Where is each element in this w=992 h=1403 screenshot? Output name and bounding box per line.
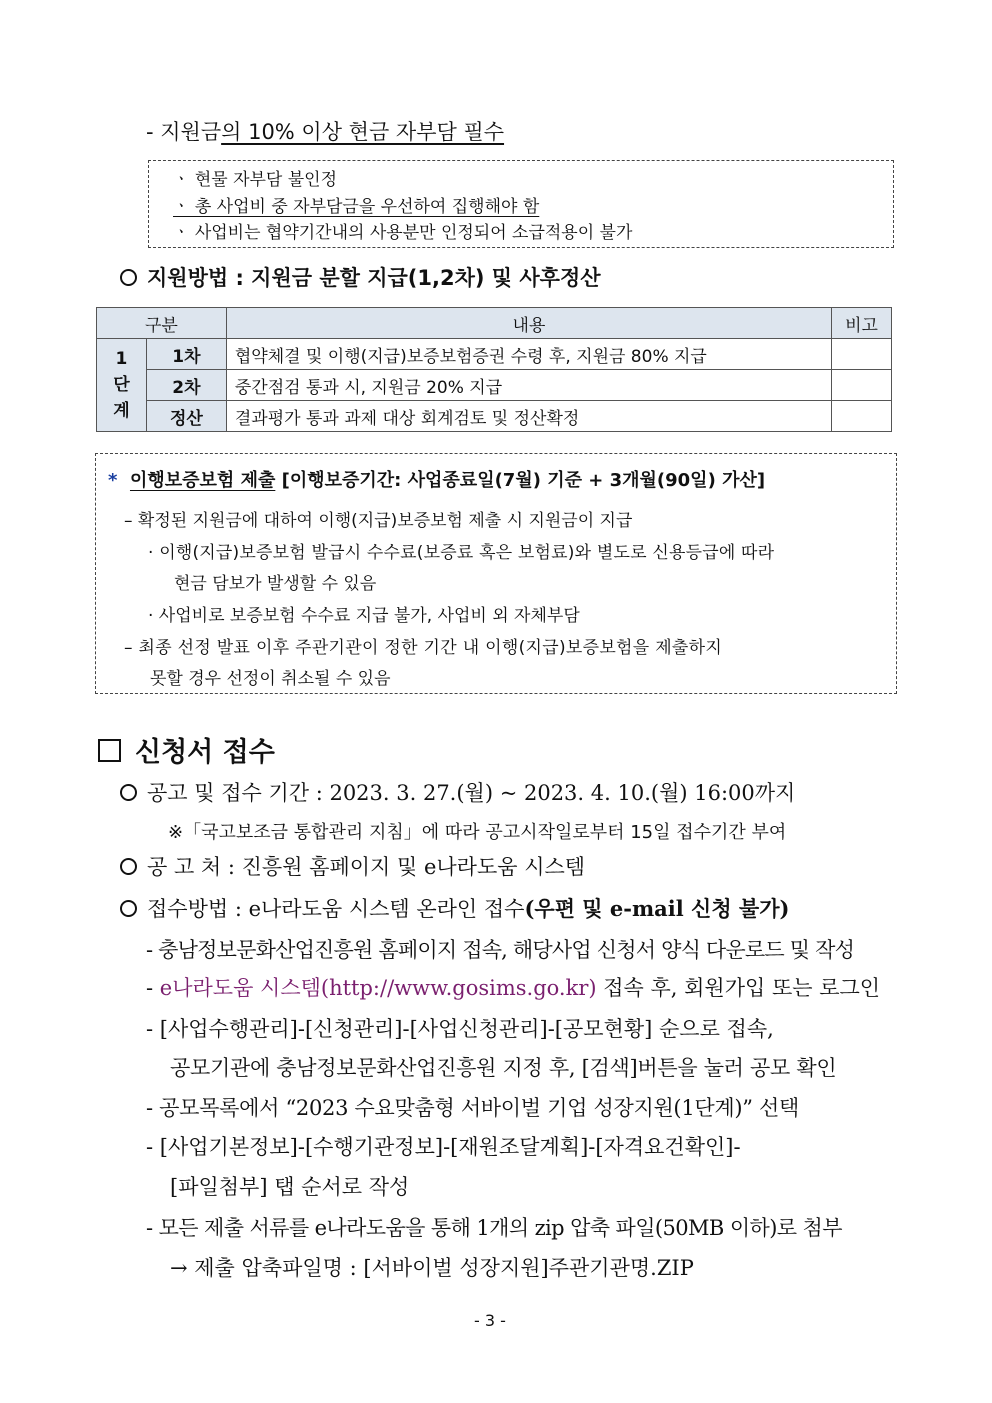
row-label: 정산 [146, 401, 226, 432]
system-link[interactable]: e나라도움 시스템(http://www.gosims.go.kr) [159, 976, 597, 1000]
circle-bullet-icon [120, 858, 137, 875]
guarantee-insurance-box [95, 453, 897, 694]
step-line: [파일첨부] 탭 순서로 작성 [170, 1175, 410, 1199]
row-label: 2차 [146, 370, 226, 401]
header-content: 내용 [226, 308, 831, 339]
square-bullet-icon [98, 739, 121, 762]
notice-title: * 이행보증보험 제출 [이행보증기간: 사업종료일(7월) 기준 + 3개월(90일) 가산] [108, 470, 766, 491]
step-line: 공모기관에 충남정보문화산업진흥원 지정 후, [검색]버튼을 눌러 공모 확인 [170, 1056, 837, 1080]
notice-line: 현금 담보가 발생할 수 있음 [174, 574, 377, 594]
step-line: → 제출 압축파일명 : [서바이벌 성장지원]주관기관명.ZIP [170, 1256, 694, 1280]
step-line: - e나라도움 시스템(http://www.gosims.go.kr) 접속 후, 회원가입 또는 로그인 [146, 976, 881, 1000]
row-note [832, 401, 892, 432]
row-content: 협약체결 및 이행(지급)보증보험증권 수령 후, 지원금 80% 지급 [226, 339, 831, 370]
self-burden-notes-box [148, 160, 894, 248]
step-line: - 충남정보문화산업진흥원 홈페이지 접속, 해당사업 신청서 양식 다운로드 및 작성 [146, 938, 855, 962]
step-line: - [사업수행관리]-[신청관리]-[사업신청관리]-[공모현황] 순으로 접속, [146, 1017, 774, 1041]
self-burden-text: 의 10% 이상 현금 자부담 필수 [221, 120, 505, 144]
notice-line: – 최종 선정 발표 이후 주관기관이 정한 기간 내 이행(지급)보증보험을 제출하지 [124, 638, 723, 658]
self-burden-line [146, 116, 504, 146]
circle-bullet-icon [120, 269, 137, 286]
payment-table [96, 307, 892, 432]
note-item: ㆍ 현물 자부담 불인정 [173, 170, 338, 190]
step-line: - 공모목록에서 “2023 수요맞춤형 서바이벌 기업 성장지원(1단계)” 선택 [146, 1096, 800, 1120]
notice-place-line: 공 고 처 : 진흥원 홈페이지 및 e나라도움 시스템 [120, 851, 585, 881]
step-line: - 모든 제출 서류를 e나라도움을 통해 1개의 zip 압축 파일(50MB 이하)로 첨부 [146, 1216, 842, 1240]
period-note: ※「국고보조금 통합관리 지침」에 따라 공고시작일로부터 15일 접수기간 부여 [168, 822, 787, 843]
self-burden-prefix: - 지원금 [146, 120, 222, 144]
section-title: 신청서 접수 [98, 730, 275, 769]
note-item: ㆍ 사업비는 협약기간내의 사용분만 인정되어 소급적용이 불가 [173, 223, 633, 243]
circle-bullet-icon [120, 900, 137, 917]
notice-line: · 이행(지급)보증보험 발급시 수수료(보증료 혹은 보험료)와 별도로 신용등급에 따라 [148, 543, 775, 563]
header-category: 구분 [97, 308, 227, 339]
notice-line: · 사업비로 보증보험 수수료 지급 불가, 사업비 외 자체부담 [148, 606, 580, 626]
step-line: - [사업기본정보]-[수행기관정보]-[재원조달계획]-[자격요건확인]- [146, 1135, 741, 1159]
row-note [832, 339, 892, 370]
note-item: ㆍ 총 사업비 중 자부담금을 우선하여 집행해야 함 [173, 197, 540, 217]
row-note [832, 370, 892, 401]
stage-label: 1 단 계 [97, 339, 147, 432]
method-line: 접수방법 : e나라도움 시스템 온라인 접수(우편 및 e-mail 신청 불가) [120, 893, 789, 923]
notice-line: – 확정된 지원금에 대하여 이행(지급)보증보험 제출 시 지원금이 지급 [124, 511, 633, 531]
row-label: 1차 [146, 339, 226, 370]
page-number: - 3 - [474, 1311, 506, 1330]
header-note: 비고 [832, 308, 892, 339]
row-content: 중간점검 통과 시, 지원금 20% 지급 [226, 370, 831, 401]
period-line: 공고 및 접수 기간 : 2023. 3. 27.(월) ~ 2023. 4. 10.(월) 16:00까지 [120, 777, 795, 807]
method-heading: 지원방법 : 지원금 분할 지급(1,2차) 및 사후정산 [120, 262, 601, 292]
circle-bullet-icon [120, 784, 137, 801]
row-content: 결과평가 통과 과제 대상 회계검토 및 정산확정 [226, 401, 831, 432]
notice-line: 못할 경우 선정이 취소될 수 있음 [150, 669, 391, 689]
